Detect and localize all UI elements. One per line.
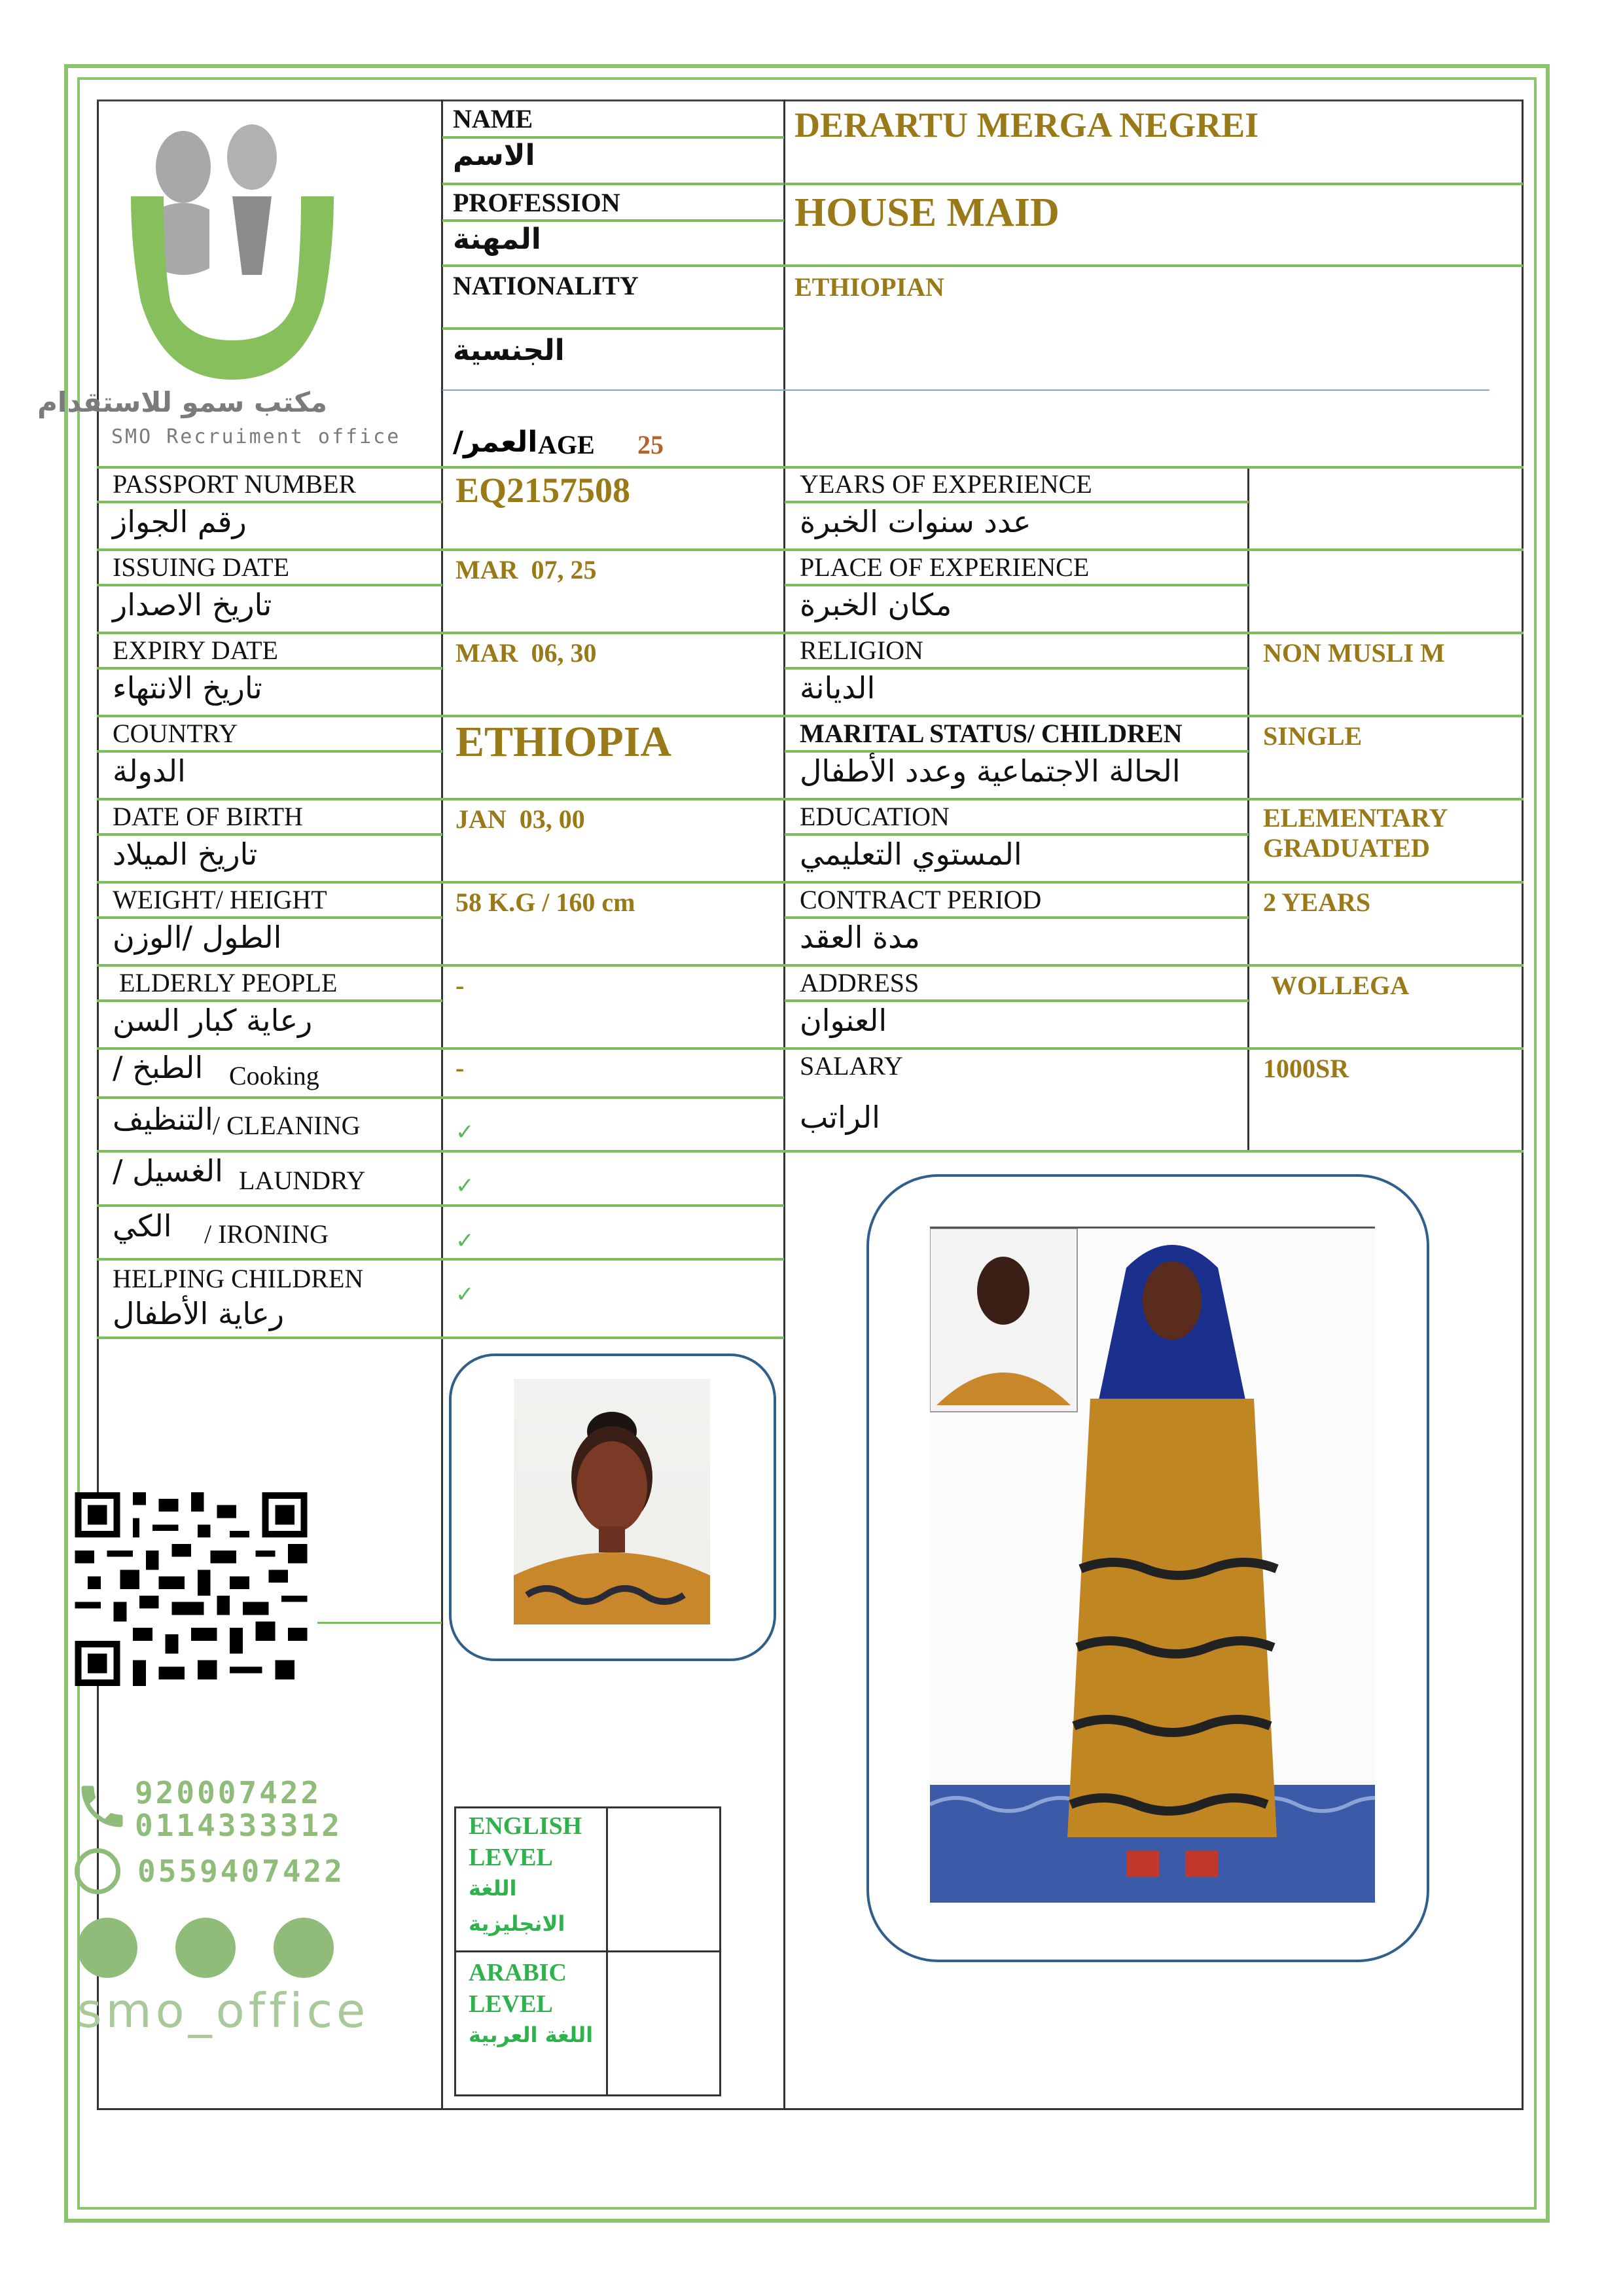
qr-code-icon [73,1492,309,1686]
experience-place-label: PLACE OF EXPERIENCE [800,552,1090,582]
cooking-value: - [455,1053,465,1083]
address-label-ar: العنوان [800,1003,887,1038]
education-label: EDUCATION [800,802,950,831]
issuing-value: MAR 07, 25 [455,555,597,584]
passport-label: PASSPORT NUMBER [113,469,357,499]
religion-value: NON MUSLI M [1263,638,1445,668]
snapchat-icon [274,1918,334,1978]
profession-label: PROFESSION [453,188,620,217]
phone-number-2: 0114333312 [135,1808,342,1843]
laundry-check-icon: ✓ [455,1173,474,1199]
ironing-label: / IRONING [204,1219,329,1249]
english-level-line2: LEVEL [469,1844,553,1871]
english-level-ar-line2: الانجليزية [469,1911,565,1936]
weight-label-ar: الطول /الوزن [113,920,282,955]
portrait-photo [514,1379,710,1624]
full-photo-frame [866,1174,1429,1962]
nationality-label-ar: الجنسية [453,334,565,367]
person-portrait-icon [514,1379,710,1624]
whatsapp-icon [75,1848,120,1894]
education-value-line2: GRADUATED [1263,833,1430,863]
expiry-label: EXPIRY DATE [113,636,278,665]
expiry-label-ar: تاريخ الانتهاء [113,670,262,706]
nationality-separator [442,389,1489,391]
marital-label: MARITAL STATUS/ CHILDREN [800,719,1183,748]
phone-number-1: 920007422 [135,1775,322,1810]
logo-arabic-name: مكتب سمو للاستقدام [37,386,327,418]
passport-value: EQ2157508 [455,471,631,510]
education-value-line1: ELEMENTARY [1263,803,1448,833]
portrait-photo-frame [449,1354,776,1661]
english-level-line1: ENGLISH [469,1812,582,1840]
issuing-label: ISSUING DATE [113,552,289,582]
age-label: AGE [538,430,595,459]
religion-label: RELIGION [800,636,923,665]
arabic-level-line2: LEVEL [469,1990,553,2018]
logo-english-name: SMO Recruiment office [111,425,401,448]
logo-figures-icon [111,118,353,406]
contract-value: 2 YEARS [1263,888,1371,917]
elderly-label-ar: رعاية كبار السن [113,1003,313,1038]
laundry-label: LAUNDRY [239,1166,366,1195]
address-value: WOLLEGA [1271,971,1410,1000]
experience-years-label-ar: عدد سنوات الخبرة [800,504,1031,539]
cleaning-label-ar: التنظيف [113,1102,213,1137]
elderly-value: - [455,971,465,1000]
nationality-label: NATIONALITY [453,271,639,300]
expiry-value: MAR 06, 30 [455,638,597,668]
cooking-label: Cooking [229,1061,319,1090]
passport-label-ar: رقم الجواز [113,504,247,539]
experience-place-label-ar: مكان الخبرة [800,587,952,622]
children-check-icon: ✓ [455,1282,474,1308]
dob-label-ar: تاريخ الميلاد [113,836,258,872]
cleaning-check-icon: ✓ [455,1119,474,1145]
salary-label: SALARY [800,1051,903,1081]
contract-label: CONTRACT PERIOD [800,885,1042,914]
ironing-check-icon: ✓ [455,1228,474,1254]
company-logo [37,118,401,458]
social-handle: smo_office [77,1983,370,2038]
profession-value: HOUSE MAID [794,190,1060,235]
twitter-icon [77,1918,137,1978]
dob-value: JAN 03, 00 [455,804,585,834]
phone-icon [75,1779,130,1834]
whatsapp-number: 0559407422 [137,1854,345,1889]
english-level-ar-line1: اللغة [469,1876,517,1901]
cleaning-label: / CLEANING [213,1111,361,1140]
marital-value: SINGLE [1263,721,1363,751]
name-label-ar: الاسم [453,139,535,172]
ironing-label-ar: الكي [113,1208,172,1244]
profession-label-ar: المهنة [453,223,541,256]
full-body-photo [930,1227,1375,1903]
age-value: 25 [637,430,664,459]
salary-label-ar: الراتب [800,1100,880,1135]
issuing-label-ar: تاريخ الاصدار [113,587,272,622]
qr-code [73,1492,309,1686]
contract-label-ar: مدة العقد [800,920,920,955]
arabic-level-ar: اللغة العربية [469,2022,594,2047]
weight-value: 58 K.G / 160 cm [455,888,635,917]
instagram-icon [175,1918,236,1978]
name-label: NAME [453,104,533,134]
arabic-level-line1: ARABIC [469,1959,567,1986]
name-value: DERARTU MERGA NEGREI [794,105,1259,145]
religion-label-ar: الديانة [800,670,876,706]
salary-value: 1000SR [1263,1054,1349,1083]
education-label-ar: المستوي التعليمي [800,836,1022,872]
children-label: HELPING CHILDREN [113,1264,364,1293]
elderly-label: ELDERLY PEOPLE [119,968,338,997]
person-full-body-icon [930,1229,1375,1903]
dob-label: DATE OF BIRTH [113,802,303,831]
marital-label-ar: الحالة الاجتماعية وعدد الأطفال [800,753,1181,789]
experience-years-label: YEARS OF EXPERIENCE [800,469,1092,499]
age-label-ar: العمر/ [453,425,538,459]
laundry-label-ar: الغسيل / [113,1153,223,1189]
country-value: ETHIOPIA [455,718,672,766]
country-label: COUNTRY [113,719,238,748]
children-label-ar: رعاية الأطفال [113,1296,285,1331]
weight-label: WEIGHT/ HEIGHT [113,885,327,914]
country-label-ar: الدولة [113,753,186,789]
nationality-value: ETHIOPIAN [794,272,944,302]
cooking-label-ar: الطبخ / [113,1050,204,1085]
qr-connector-line [317,1622,442,1624]
address-label: ADDRESS [800,968,919,997]
